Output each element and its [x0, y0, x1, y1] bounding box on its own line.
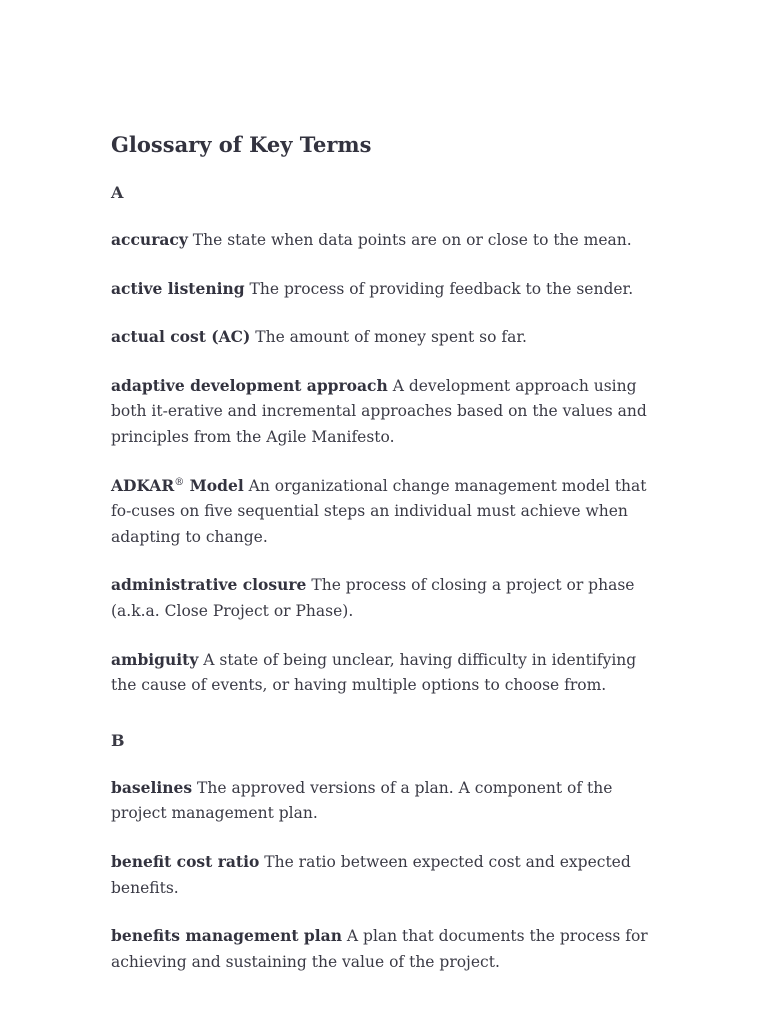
glossary-definition: A development approach using both it-erative and incremental approaches based on the values and principles from the Agile Manifesto.	[111, 376, 647, 446]
section-letter-b: B	[111, 730, 125, 750]
glossary-term: baselines	[111, 777, 193, 797]
glossary-entry-benefit-cost-ratio	[111, 849, 659, 901]
glossary-definition: A plan that documents the process for achieving and sustaining the value of the project.	[111, 927, 648, 971]
glossary-term	[111, 476, 244, 495]
glossary-term: accuracy	[111, 230, 188, 249]
page-title: Glossary of Key Terms	[111, 132, 372, 157]
glossary-entry-adkar-model	[111, 473, 659, 551]
glossary-term-suffix: Model	[189, 475, 244, 495]
glossary-entry-adaptive-development-approach	[111, 373, 659, 451]
glossary-entry-administrative-closure	[111, 572, 659, 624]
glossary-term: active listening	[111, 278, 245, 298]
glossary-term: ambiguity	[111, 649, 199, 669]
glossary-definition: An organizational change management model that fo-cuses on five sequential steps an individual must achieve when adapting to change.	[111, 476, 647, 546]
glossary-entry-baselines	[111, 775, 659, 827]
glossary-definition: The process of providing feedback to the sender.	[249, 279, 634, 298]
glossary-entry-active-listening	[111, 276, 659, 303]
glossary-entry-ambiguity	[111, 647, 659, 699]
glossary-definition: A state of being unclear, having difficulty in identifying the cause of events, or having multiple options to choose from.	[111, 650, 637, 695]
glossary-term: actual cost (AC)	[111, 327, 251, 347]
glossary-entry-actual-cost	[111, 324, 659, 351]
glossary-term: administrative closure	[111, 575, 307, 595]
glossary-term-name: ADKAR	[111, 475, 175, 495]
glossary-definition: The process of closing a project or phase (a.k.a. Close Project or Phase).	[111, 576, 635, 620]
glossary-page	[111, 130, 659, 997]
glossary-definition: The amount of money spent so far.	[255, 328, 527, 347]
glossary-entry-benefits-management-plan	[111, 923, 659, 975]
glossary-term: adaptive development approach	[111, 375, 388, 395]
section-letter-a: A	[111, 183, 124, 202]
glossary-definition: The state when data points are on or close to the mean.	[192, 231, 632, 249]
glossary-term: benefits management plan	[111, 926, 342, 946]
glossary-term: benefit cost ratio	[111, 851, 260, 871]
glossary-definition: The approved versions of a plan. A component of the project management plan.	[111, 778, 613, 823]
glossary-entry-accuracy	[111, 227, 659, 254]
registered-mark: ®	[174, 476, 185, 488]
glossary-definition: The ratio between expected cost and expected benefits.	[111, 852, 631, 897]
